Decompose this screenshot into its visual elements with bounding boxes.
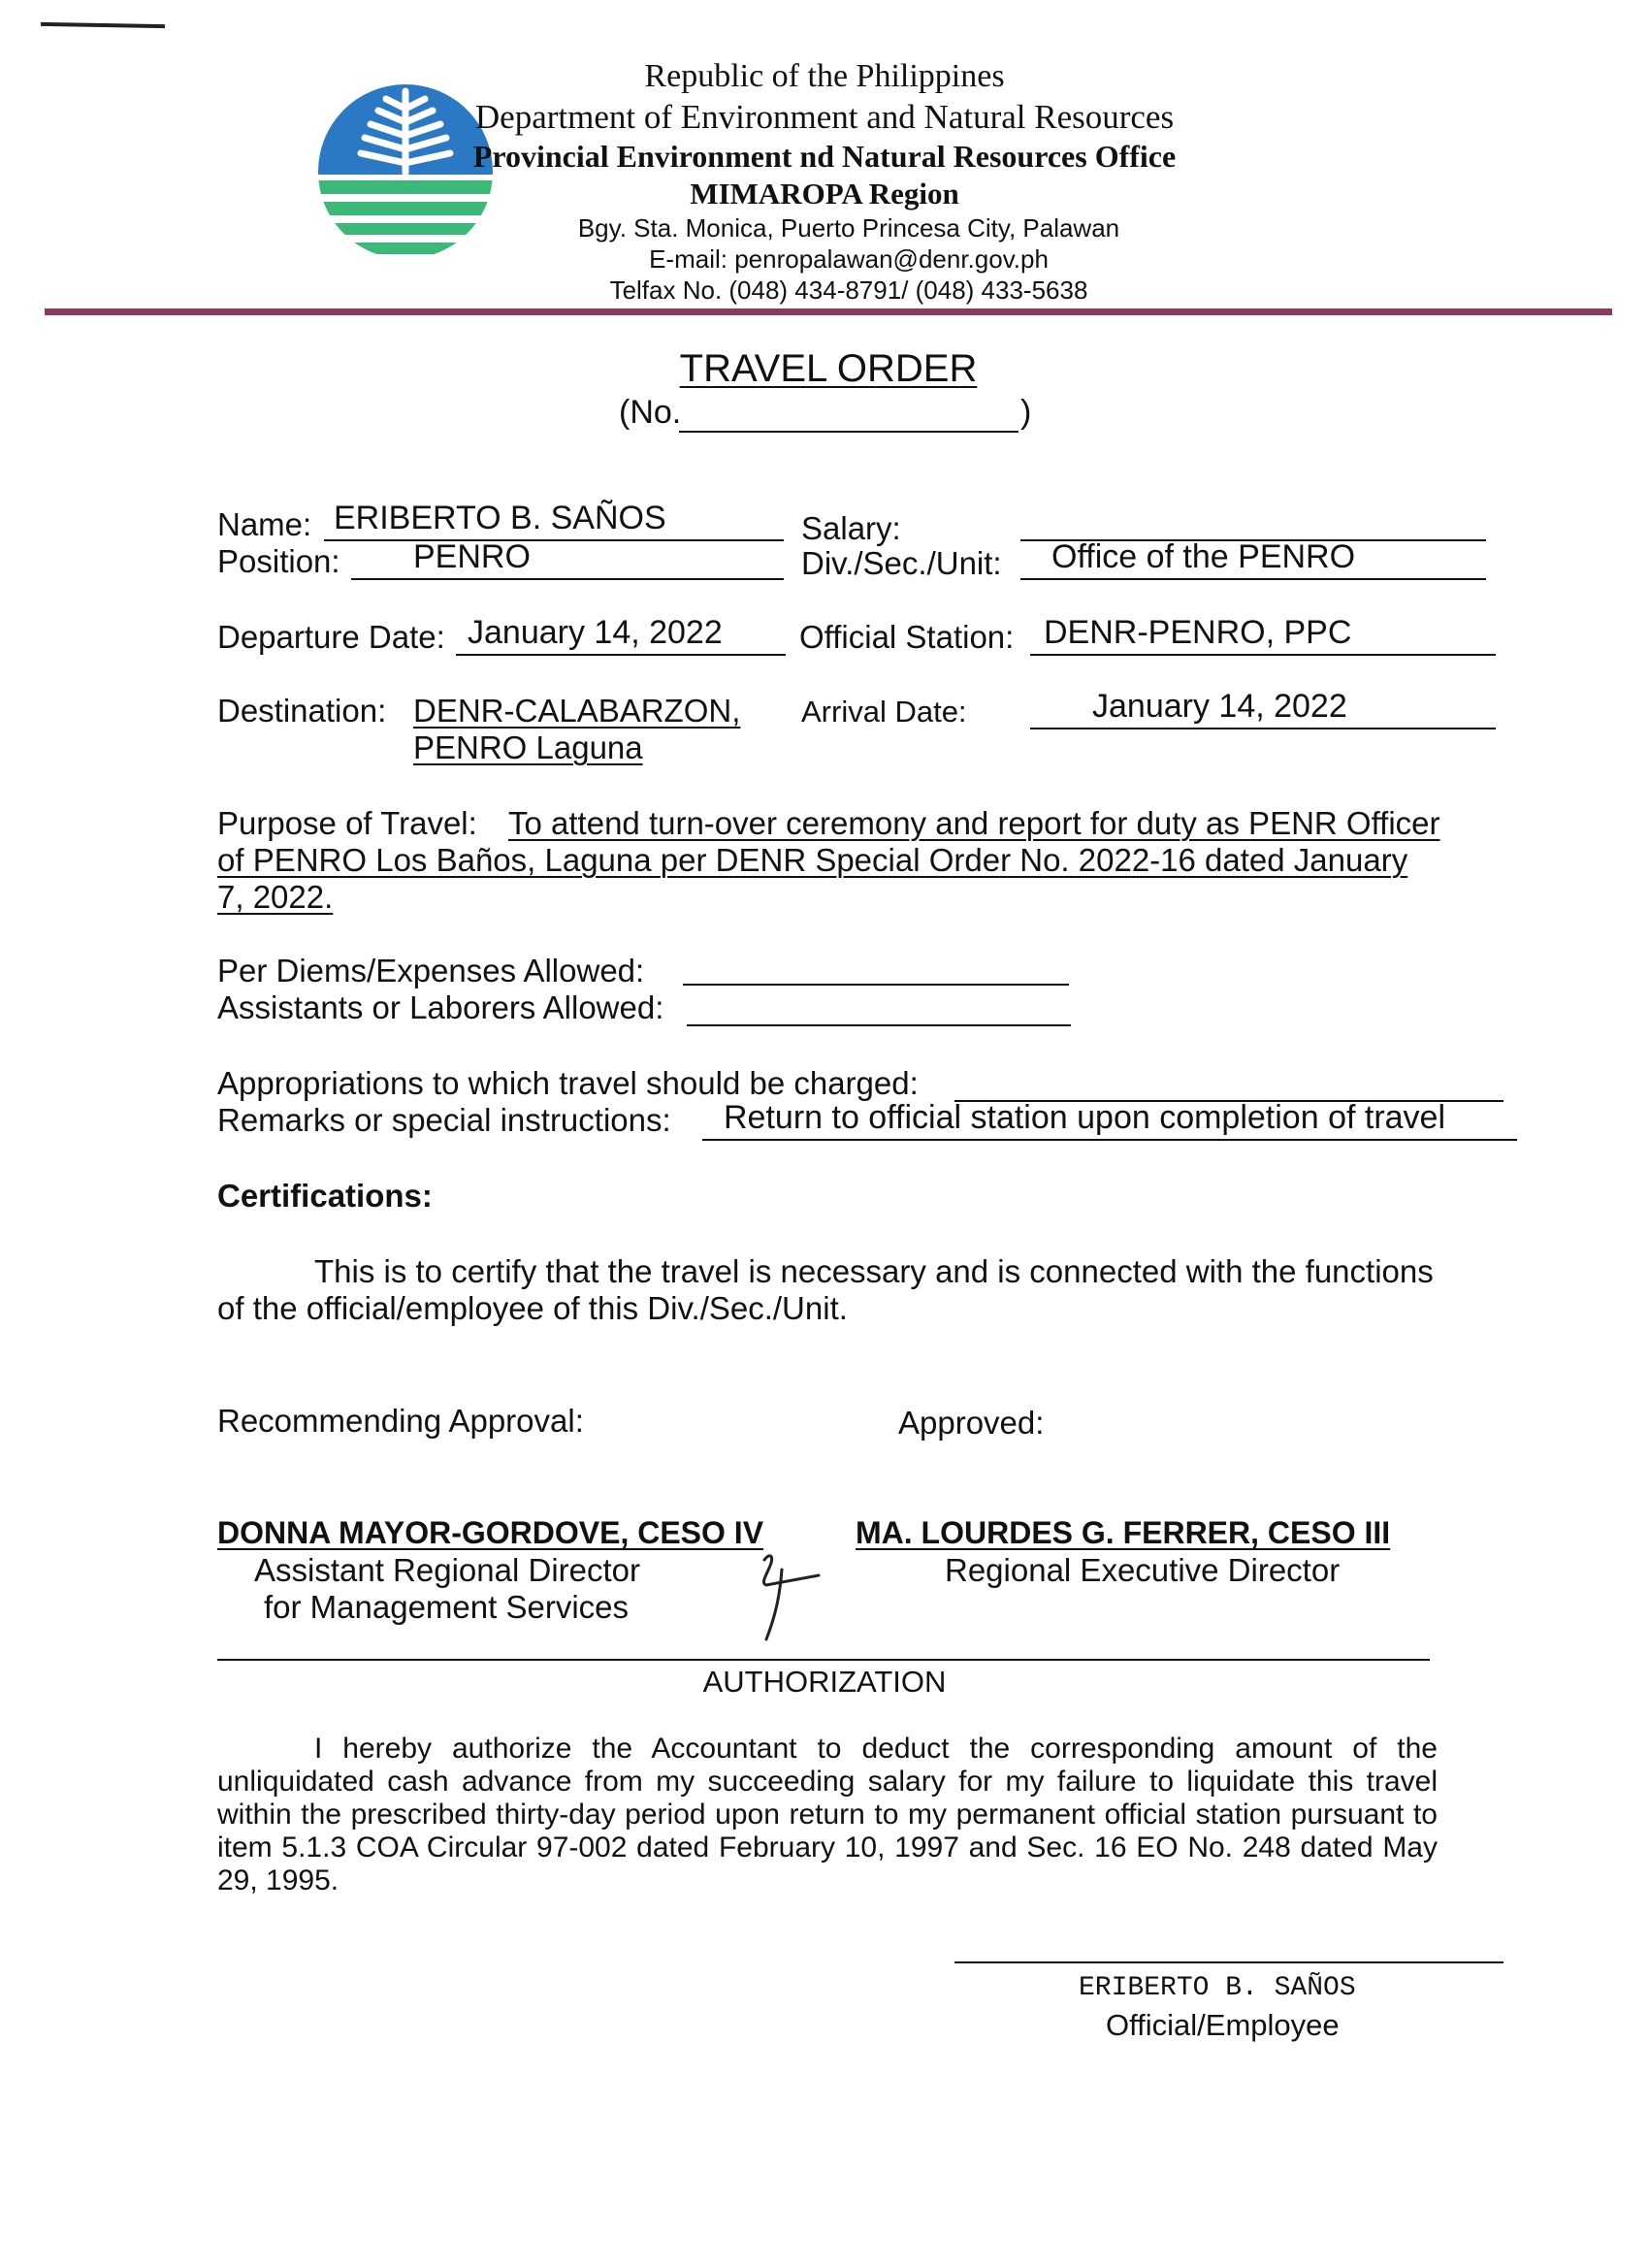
name-value: ERIBERTO B. SAÑOS [334, 500, 666, 536]
remarks-label: Remarks or special instructions: [217, 1102, 671, 1138]
order-number-suffix: ) [1020, 394, 1032, 431]
appropriations-field [954, 1067, 1504, 1102]
employee-name: ERIBERTO B. SAÑOS [1079, 1973, 1356, 2003]
document-title: TRAVEL ORDER [679, 347, 978, 390]
approver-name: MA. LOURDES G. FERRER, CESO III [856, 1515, 1391, 1550]
unit-label: Div./Sec./Unit: [801, 545, 1002, 581]
arrival-label: Arrival Date: [801, 695, 967, 729]
arrival-field [1030, 688, 1496, 729]
employee-signature-line [954, 1961, 1504, 1963]
employee-title: Official/Employee [1106, 2008, 1340, 2042]
remarks-value: Return to official station upon completion of travel [724, 1099, 1446, 1136]
letterhead-rule [45, 308, 1612, 315]
station-label: Official Station: [799, 619, 1015, 655]
certification-line1: This is to certify that the travel is necessary and is connected with the functions [314, 1253, 1434, 1289]
purpose-line3: 7, 2022. [217, 879, 334, 915]
departure-value: January 14, 2022 [468, 614, 723, 651]
recommender-title-line1: Assistant Regional Director [254, 1552, 640, 1588]
approver-title: Regional Executive Director [945, 1552, 1341, 1588]
unit-value: Office of the PENRO [1051, 538, 1356, 575]
unit-field [1020, 538, 1486, 580]
letterhead-telfax: Telfax No. (048) 434-8791/ (048) 433-5638 [609, 275, 1088, 305]
departure-field [456, 614, 786, 656]
position-field [351, 538, 784, 580]
departure-label: Departure Date: [217, 619, 445, 655]
order-number-prefix: (No. [619, 394, 682, 431]
scan-mark [41, 22, 165, 28]
signature-initial-icon [741, 1546, 830, 1643]
purpose-line1: To attend turn-over ceremony and report for duty as PENR Officer [508, 805, 1440, 841]
position-label: Position: [217, 543, 340, 579]
destination-line1: DENR-CALABARZON, [413, 693, 741, 729]
station-field [1030, 614, 1496, 656]
certification-line2: of the official/employee of this Div./Sec./Unit. [217, 1290, 848, 1326]
station-value: DENR-PENRO, PPC [1044, 614, 1352, 651]
order-number-field [679, 398, 1018, 433]
letterhead-email: E-mail: penropalawan@denr.gov.ph [649, 244, 1049, 274]
purpose-line2: of PENRO Los Baños, Laguna per DENR Special Order No. 2022-16 dated January [217, 842, 1408, 878]
approved-label: Approved: [898, 1405, 1045, 1441]
authorization-heading: AUTHORIZATION [702, 1665, 947, 1699]
remarks-field [702, 1099, 1517, 1141]
letterhead-department: Department of Environment and Natural Resources [474, 98, 1175, 136]
salary-field [1020, 504, 1486, 541]
letterhead-address: Bgy. Sta. Monica, Puerto Princesa City, Palawan [577, 213, 1120, 243]
perdiem-field [683, 951, 1069, 986]
salary-label: Salary: [801, 510, 901, 546]
authorization-rule [217, 1659, 1430, 1661]
destination-line2: PENRO Laguna [413, 729, 643, 765]
recommender-title-line2: for Management Services [264, 1589, 630, 1625]
letterhead-republic: Republic of the Philippines [644, 58, 1005, 94]
letterhead-region: MIMAROPA Region [690, 177, 959, 211]
arrival-value: January 14, 2022 [1092, 688, 1347, 725]
assistants-field [687, 991, 1071, 1026]
name-field [324, 500, 784, 541]
purpose-label: Purpose of Travel: [217, 805, 477, 841]
letterhead-office: Provincial Environment nd Natural Resources Office [472, 139, 1177, 174]
appropriations-label: Appropriations to which travel should be charged: [217, 1065, 919, 1101]
recommender-name: DONNA MAYOR-GORDOVE, CESO IV [217, 1515, 764, 1550]
destination-label: Destination: [217, 693, 387, 729]
authorization-text: I hereby authorize the Accountant to deduct the corresponding amount of the unliquidated cash advance from my succeeding salary for my failure to liquidate this travel within the prescribed thirty-day period upon return to my permanent official station pursuant to item 5.1.3 COA Circular 97-002 dated February 10, 1997 and Sec. 16 EO No. 248 dated May 29, 1995. [217, 1733, 1438, 1896]
certifications-heading: Certifications: [217, 1178, 433, 1214]
recommending-approval-label: Recommending Approval: [217, 1403, 584, 1439]
position-value: PENRO [413, 538, 531, 575]
name-label: Name: [217, 506, 312, 542]
perdiem-label: Per Diems/Expenses Allowed: [217, 953, 645, 988]
assistants-label: Assistants or Laborers Allowed: [217, 989, 664, 1025]
